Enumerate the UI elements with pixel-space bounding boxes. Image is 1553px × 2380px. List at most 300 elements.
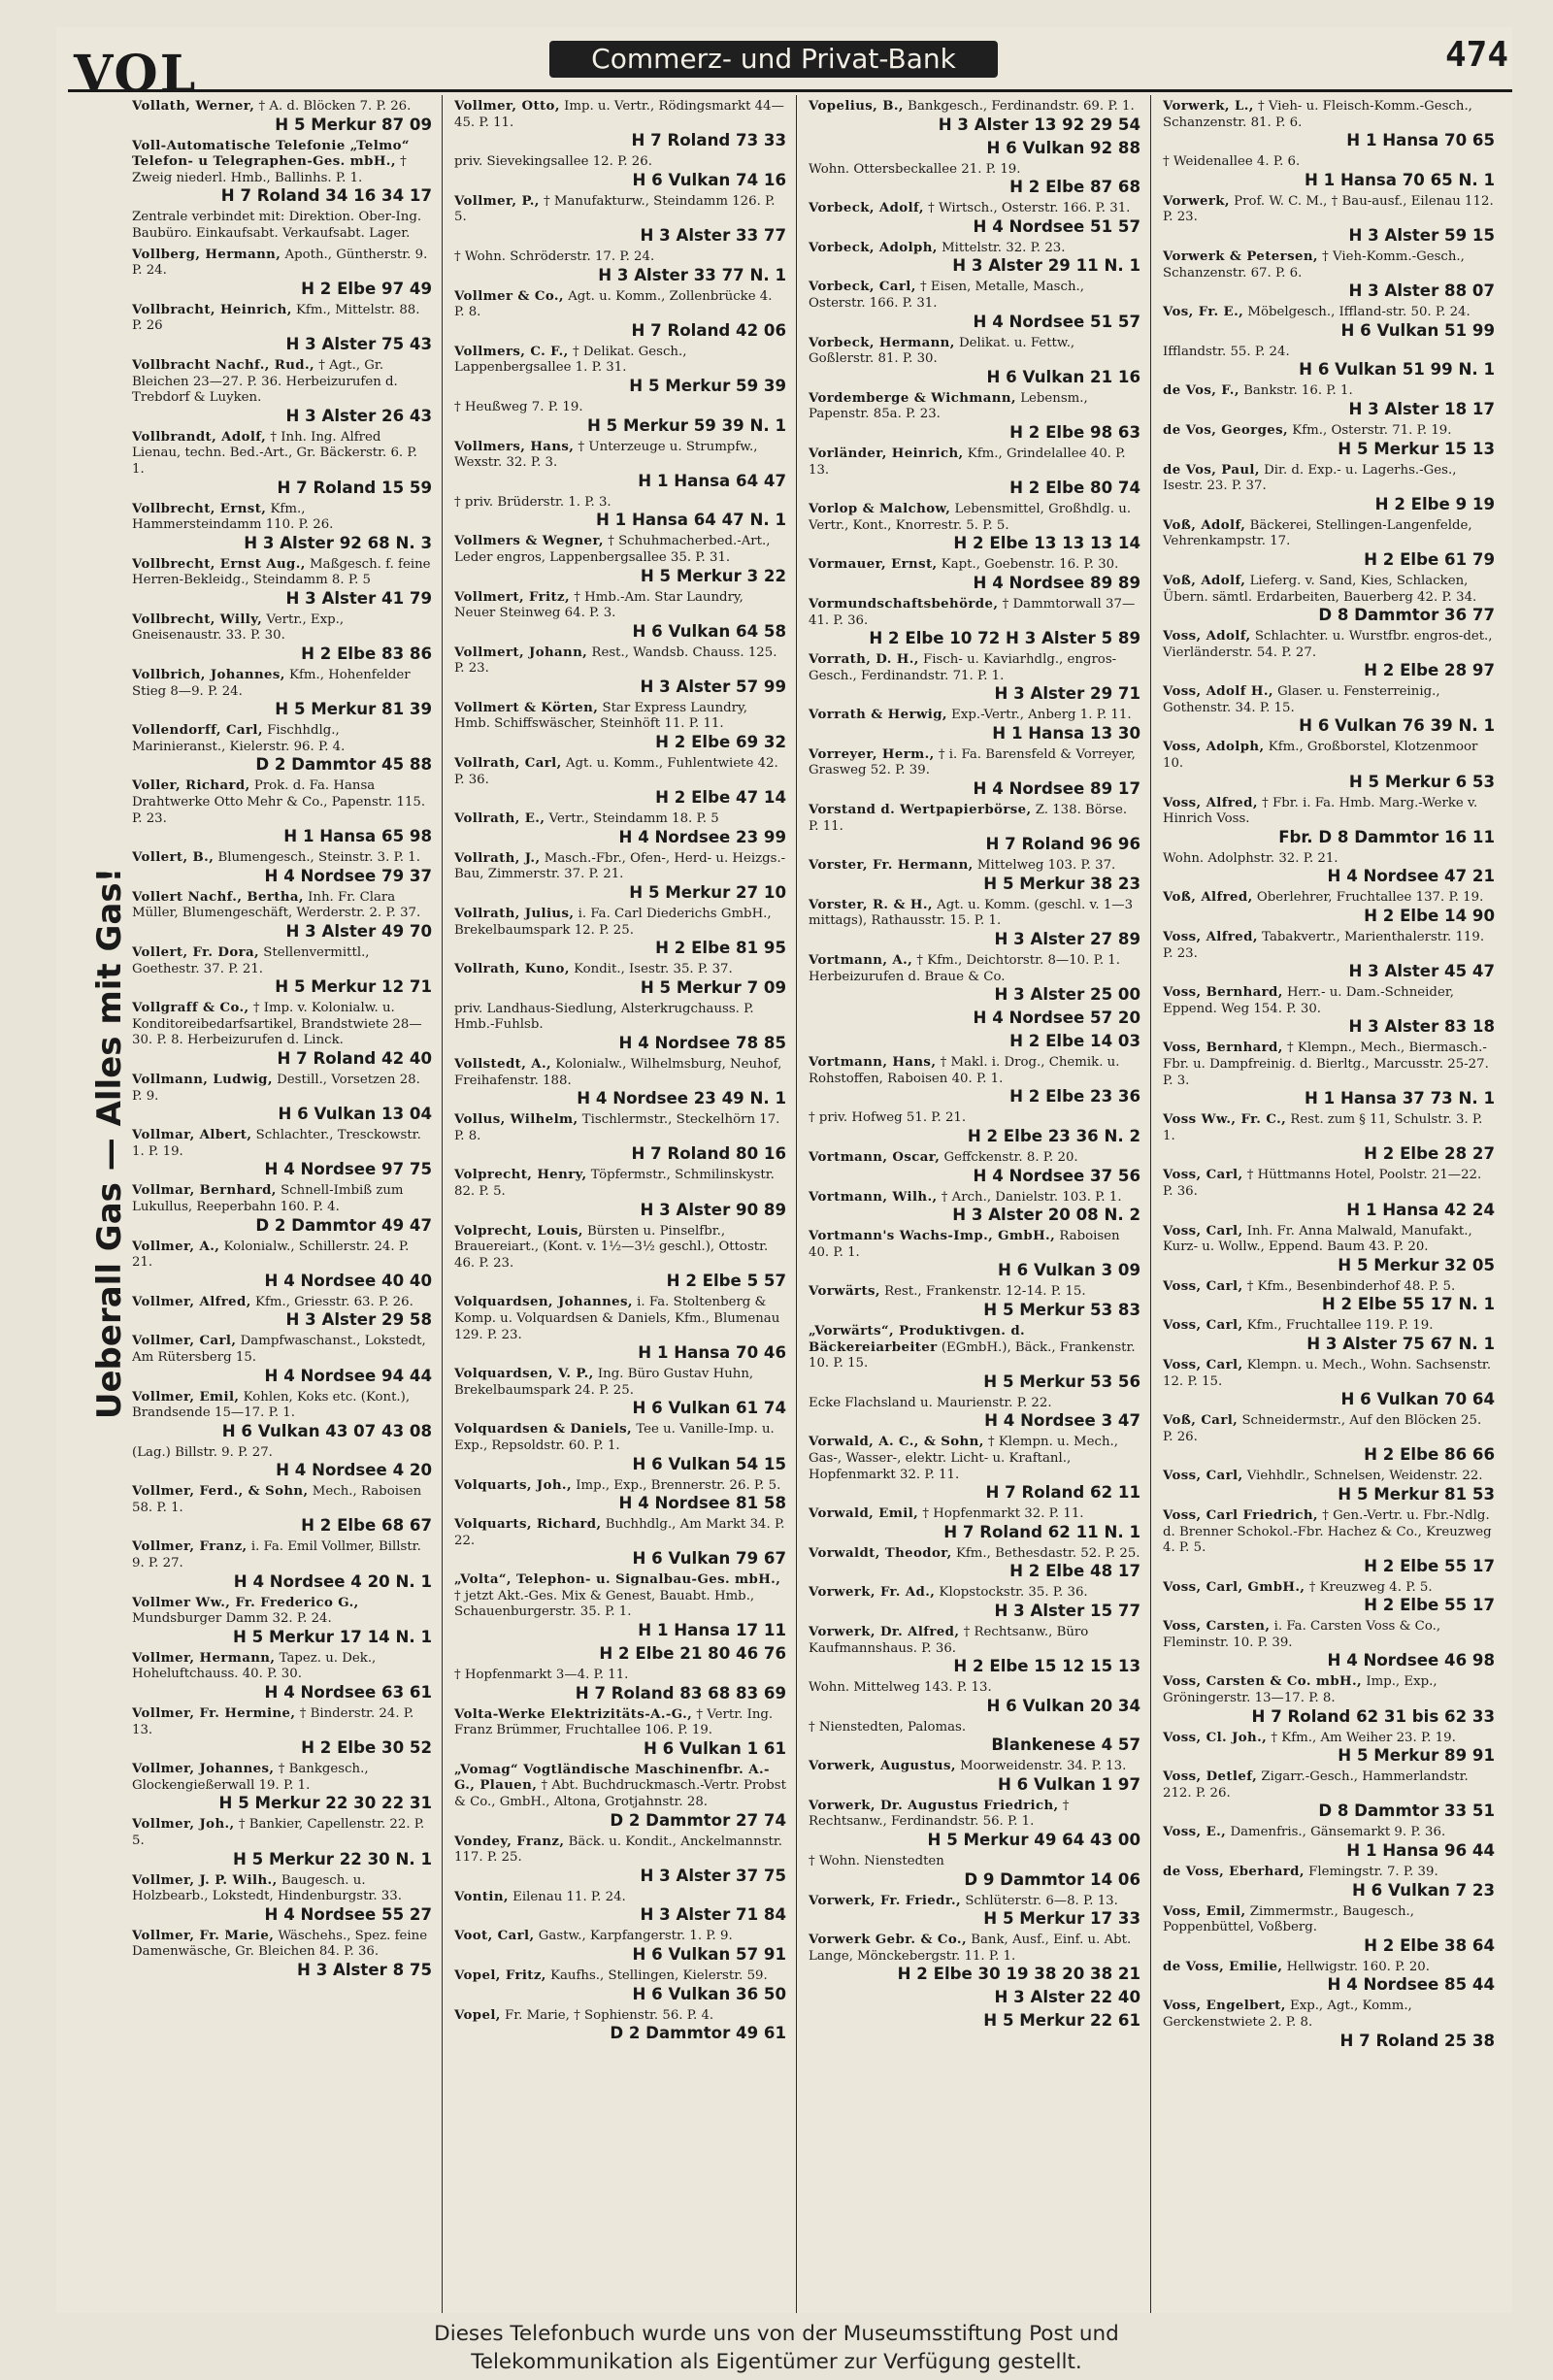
directory-entry <box>132 890 432 941</box>
entry-details: Raboisen 40. P. 1. <box>809 1229 1120 1260</box>
entry-details: Schlachter. u. Wurstfbr. engros-det., Vierländerstr. 54. P. 27. <box>1163 629 1493 660</box>
entry-details: Ifflandstr. 55. P. 24. <box>1163 344 1290 359</box>
entry-details: Damenfris., Gänsemarkt 9. P. 36. <box>1230 1825 1446 1840</box>
directory-entry <box>1163 1999 1495 2049</box>
entry-phone: H 5 Merkur 17 33 <box>983 1909 1140 1929</box>
directory-entry <box>809 708 1140 743</box>
directory-entry <box>132 1001 432 1068</box>
entry-name: Voss, Carl, <box>1163 1278 1243 1294</box>
entry-name: Vollbrandt, Adolf, <box>132 429 267 445</box>
entry-name: Voss, Alfred, <box>1163 795 1258 810</box>
entry-name: Vollmer, J. P. Wilh., <box>132 1872 278 1888</box>
entry-phone: H 4 Nordsee 63 61 <box>264 1683 432 1702</box>
entry-name: Vorwerk, Dr. Alfred, <box>809 1624 960 1639</box>
directory-entry <box>132 1183 432 1234</box>
directory-entry <box>454 851 786 902</box>
entry-phone: H 5 Merkur 59 39 <box>629 376 786 395</box>
bank-banner: Commerz- und Privat-Bank <box>549 41 998 78</box>
entry-details: Dampfwaschanst., Lokstedt, Am Rütersberg 15. <box>132 1334 426 1365</box>
entry-name: Voss, Alfred, <box>1163 930 1258 945</box>
entry-name: Volta-Werke Elektrizitäts-A.-G., <box>454 1706 693 1722</box>
entry-details: † Hmb.-Am. Star Laundry, Neuer Steinweg 64. P. 3. <box>454 589 743 621</box>
entry-details: Agt. u. Komm. (geschl. v. 1—3 mittags), Rathausstr. 15. P. 1. <box>809 897 1134 929</box>
entry-phone: H 5 Merkur 7 09 <box>640 977 786 997</box>
entry-name: Voller, Richard, <box>132 778 250 794</box>
entry-phone: H 2 Elbe 13 13 13 14 <box>953 534 1140 553</box>
directory-entry <box>1163 985 1495 1036</box>
entry-phone: H 2 Elbe 81 95 <box>655 939 786 958</box>
entry-phone: H 6 Vulkan 1 61 <box>644 1738 786 1758</box>
entry-name: Voß, Adolf, <box>1163 573 1246 588</box>
entry-details: Apoth., Güntherstr. 9. P. 24. <box>132 247 428 279</box>
directory-entry <box>454 1835 786 1885</box>
entry-phone: H 2 Elbe 14 03 <box>1009 1032 1140 1051</box>
entry-name: Voss, Carl, <box>1163 1357 1243 1372</box>
entry-details: Maßgesch. f. feine Herren-Bekleidg., Steindamm 8. P. 5 <box>132 556 431 588</box>
directory-entry <box>1163 1413 1495 1464</box>
directory-entry <box>809 1435 1140 1502</box>
entry-phone: H 1 Hansa 42 24 <box>1346 1200 1495 1219</box>
directory-entry <box>809 557 1140 592</box>
entry-name: Voß, Adolf, <box>1163 517 1246 533</box>
entry-phone: H 5 Merkur 22 30 22 31 <box>218 1794 432 1813</box>
entry-phone: H 3 Alster 29 71 <box>994 684 1140 704</box>
entry-details: Imp., Exp., Brennerstr. 26. P. 5. <box>576 1477 781 1493</box>
entry-phone: H 5 Merkur 53 83 <box>983 1300 1140 1319</box>
entry-name: Vollmer, A., <box>132 1239 220 1254</box>
entry-details: † Delikat. Gesch., Lappenbergsallee 1. P. 31. <box>454 344 687 376</box>
directory-entry <box>1163 1469 1495 1504</box>
directory-entry <box>1163 629 1495 679</box>
entry-name: Vollert, Fr. Dora, <box>132 945 260 960</box>
entry-details: † Manufakturw., Steindamm 126. P. 5. <box>454 193 776 225</box>
entry-details: Kfm., Mittelstr. 88. P. 26 <box>132 302 420 334</box>
entry-phone: H 5 Merkur 59 39 N. 1 <box>587 415 786 435</box>
entry-details: Kfm., Grindelallee 40. P. 13. <box>809 446 1126 478</box>
entry-phone: H 5 Merkur 22 30 N. 1 <box>233 1849 432 1868</box>
entry-details: Kfm., Osterstr. 71. P. 19. <box>1292 422 1452 438</box>
directory-entry <box>132 778 432 845</box>
entry-phone: H 2 Elbe 30 52 <box>301 1738 432 1758</box>
directory-entry <box>1163 1279 1495 1314</box>
entry-details: Imp. u. Vertr., Rödingsmarkt 44—45. P. 11. <box>454 99 784 130</box>
directory-entry <box>132 1484 432 1535</box>
entry-details: Ing. Büro Gustav Huhn, Brekelbaumspark 24. P. 25. <box>454 1367 754 1398</box>
entry-details: Kolonialw., Wilhelmsburg, Neuhof, Freihafenstr. 188. <box>454 1057 782 1088</box>
directory-entry <box>809 336 1140 386</box>
entry-details: Schneidermstr., Auf den Blöcken 25. P. 26. <box>1163 1413 1482 1444</box>
entry-name: Voss, Bernhard, <box>1163 1041 1283 1056</box>
directory-entry <box>1163 1224 1495 1274</box>
entry-details: Agt. u. Komm., Fuhlentwiete 42. P. 36. <box>454 756 778 787</box>
directory-entry <box>132 1128 432 1178</box>
directory-entry <box>1163 1960 1495 1995</box>
entry-details: Kondit., Isestr. 35. P. 37. <box>574 962 733 977</box>
entry-phone: H 3 Alster 83 18 <box>1348 1017 1495 1037</box>
entry-phone: H 7 Roland 42 06 <box>631 320 786 340</box>
entry-name: „Vomag“ Vogtländische Maschinenfbr. A.-G., Plauen, <box>454 1762 770 1794</box>
entry-details: † Unterzeuge u. Strumpfw., Wexstr. 32. P. 3. <box>454 439 758 471</box>
entry-name: Voss, Carsten & Co. mbH., <box>1163 1674 1363 1690</box>
entry-phone: H 3 Alster 33 77 N. 1 <box>598 265 786 284</box>
entry-details: † Klempn., Mech., Biermasch.-Fbr. u. Dampfreinig. d. Bierltg., Marcusstr. 25-27. P. 3. <box>1163 1041 1489 1088</box>
directory-entry <box>809 747 1140 798</box>
directory-entry <box>809 1680 1140 1715</box>
entry-phone: H 1 Hansa 13 30 <box>992 723 1140 743</box>
directory-entry <box>454 811 786 846</box>
directory-entry <box>454 907 786 957</box>
entry-phone: H 3 Alster 18 17 <box>1348 399 1495 418</box>
entry-details: Herr.- u. Dam.-Schneider, Eppend. Weg 154. P. 30. <box>1163 985 1454 1016</box>
entry-details: † Kfm., Am Weiher 23. P. 19. <box>1271 1730 1456 1745</box>
entry-name: Vordemberge & Wichmann, <box>809 390 1016 406</box>
entry-details: † priv. Brüderstr. 1. P. 3. <box>454 494 611 510</box>
directory-entry <box>132 1873 432 1924</box>
entry-name: Vollmar, Bernhard, <box>132 1183 277 1199</box>
entry-name: de Vos, F., <box>1163 383 1239 399</box>
entry-phone: H 3 Alster 37 75 <box>640 1866 786 1885</box>
entry-details: Töpfermstr., Schmilinskystr. 82. P. 5. <box>454 1168 775 1199</box>
entry-details: Moorweidenstr. 34. P. 13. <box>960 1759 1127 1774</box>
entry-phone: H 7 Roland 25 38 <box>1339 2031 1495 2050</box>
directory-entry <box>454 1224 786 1291</box>
entry-name: Voss, Carl Friedrich, <box>1163 1507 1318 1523</box>
entry-phone: H 4 Nordsee 81 58 <box>618 1494 786 1513</box>
entry-name: Vorwerk, L., <box>1163 99 1254 114</box>
directory-entry <box>809 1894 1140 1929</box>
entry-phone: H 6 Vulkan 61 74 <box>632 1399 786 1418</box>
entry-phone: H 7 Roland 80 16 <box>631 1144 786 1164</box>
directory-entry <box>132 430 432 497</box>
entry-phone: H 4 Nordsee 78 85 <box>618 1034 786 1052</box>
entry-name: Vollmert, Johann, <box>454 645 588 660</box>
entry-name: Vollmer, Hermann, <box>132 1650 276 1666</box>
entry-details: Dir. d. Exp.- u. Lagerhs.-Ges., Isestr. 23. P. 37. <box>1163 462 1457 494</box>
entry-details: † i. Fa. Barensfeld & Vorreyer, Grasweg 52. P. 39. <box>809 746 1136 778</box>
entry-details: † Kreuzweg 4. P. 5. <box>1308 1579 1433 1595</box>
directory-entry <box>454 495 786 530</box>
entry-details: † priv. Hofweg 51. P. 21. <box>809 1110 967 1126</box>
entry-name: Volquardsen & Daniels, <box>454 1422 633 1438</box>
entry-name: de Vos, Georges, <box>1163 422 1289 438</box>
entry-details: i. Fa. Stoltenberg & Komp. u. Volquardsen & Daniels, Kfm., Blumenau 129. P. 23. <box>454 1295 780 1342</box>
entry-details: Rest., Wandsb. Chauss. 125. P. 23. <box>454 645 777 677</box>
entry-name: Vorstand d. Wertpapierbörse, <box>809 803 1032 818</box>
directory-entry <box>809 1110 1140 1145</box>
entry-details: † Abt. Buchdruckmasch.-Vertr. Probst & Co., GmbH., Altona, Grotjahnstr. 28. <box>454 1778 786 1810</box>
entry-details: † Hopfenmarkt 32. P. 11. <box>922 1506 1084 1522</box>
entry-phone: H 6 Vulkan 1 97 <box>998 1774 1140 1794</box>
footer-line-1: Dieses Telefonbuch wurde uns von der Museumsstiftung Post und <box>434 2322 1119 2346</box>
entry-phone: H 2 Elbe 21 80 46 76 <box>599 1644 786 1664</box>
directory-entry <box>454 1002 786 1052</box>
directory-entry <box>809 1229 1140 1279</box>
directory-entry <box>1163 154 1495 189</box>
entry-phone: H 6 Vulkan 79 67 <box>632 1549 786 1569</box>
entry-details: † Nienstedten, Palomas. <box>809 1719 967 1735</box>
entry-name: Voss, Emil, <box>1163 1903 1246 1919</box>
entry-details: Baugesch. u. Holzbearb., Lokstedt, Hindenburgstr. 33. <box>132 1872 402 1904</box>
entry-details: † jetzt Akt.-Ges. Mix & Genest, Bauabt. Hmb., Schauenburgerstr. 35. P. 1. <box>454 1588 755 1620</box>
entry-details: i. Fa. Carl Diederichs GmbH., Brekelbaumspark 12. P. 25. <box>454 907 772 938</box>
directory-entry <box>132 1762 432 1812</box>
directory-entry <box>809 139 1140 157</box>
entry-name: Vorwerk Gebr. & Co., <box>809 1933 967 1948</box>
directory-entry <box>454 1929 786 1964</box>
entry-details: (Lag.) Billstr. 9. P. 27. <box>132 1444 273 1460</box>
entry-phone: H 2 Elbe 14 90 <box>1364 907 1495 926</box>
entry-name: Vortmann, Oscar, <box>809 1150 941 1165</box>
entry-details: Flemingstr. 7. P. 39. <box>1308 1865 1438 1880</box>
entry-details: Hellwigstr. 160. P. 20. <box>1286 1959 1430 1974</box>
entry-phone: H 3 Alster 49 70 <box>285 922 432 941</box>
entry-name: Vorwerk, <box>1163 193 1230 209</box>
directory-entry <box>809 1396 1140 1431</box>
entry-name: Vorländer, Heinrich, <box>809 446 964 461</box>
footer-note <box>0 2320 1553 2376</box>
entry-name: Vorster, Fr. Hermann, <box>809 858 974 874</box>
column-2 <box>442 95 796 2313</box>
entry-details: Masch.-Fbr., Ofen-, Herd- u. Heizgs.-Bau, Zimmerstr. 37. P. 21. <box>454 850 786 882</box>
entry-phone: H 3 Alster 26 43 <box>285 406 432 425</box>
entry-details: † Rechtsanw., Ferdinandstr. 56. P. 1. <box>809 1798 1070 1830</box>
header-rule <box>68 89 1512 92</box>
entry-name: Vollmer, Ferd., & Sohn, <box>132 1484 309 1500</box>
entry-phone: H 6 Vulkan 7 23 <box>1352 1880 1495 1900</box>
entry-name: Vollmers & Wegner, <box>454 534 604 549</box>
directory-entry <box>1163 345 1495 380</box>
directory-entry <box>1163 1112 1495 1163</box>
directory-columns <box>87 95 1504 2313</box>
entry-details: Zigarr.-Gesch., Hammerlandstr. 212. P. 26. <box>1163 1769 1469 1801</box>
directory-entry <box>1163 194 1495 245</box>
directory-entry <box>809 201 1140 236</box>
entry-phone: H 2 Elbe 68 67 <box>301 1516 432 1536</box>
entry-phone: H 7 Roland 73 33 <box>631 131 786 150</box>
entry-phone: H 4 Nordsee 89 89 <box>973 573 1140 592</box>
entry-name: Vollert, B., <box>132 850 215 866</box>
entry-phone: H 1 Hansa 64 47 N. 1 <box>596 511 786 530</box>
entry-details: Imp., Exp., Gröningerstr. 13—17. P. 8. <box>1163 1674 1437 1706</box>
entry-name: Vorwerk, Fr. Ad., <box>809 1585 936 1601</box>
directory-entry <box>809 1799 1140 1849</box>
entry-details: priv. Landhaus-Siedlung, Alsterkrugchauss. P. Hmb.-Fuhlsb. <box>454 1001 754 1033</box>
directory-entry <box>1163 1508 1495 1575</box>
entry-phone: H 2 Elbe 87 68 <box>1009 178 1140 197</box>
entry-name: Voß, Alfred, <box>1163 890 1253 906</box>
entry-phone: H 1 Hansa 70 46 <box>638 1343 786 1363</box>
entry-phone: H 3 Alster 41 79 <box>285 588 432 608</box>
entry-phone: H 5 Merkur 3 22 <box>640 566 786 585</box>
entry-details: Lieferg. v. Sand, Kies, Schlacken, Übern. sämtl. Erdarbeiten, Bauerberg 42. P. 34. <box>1163 573 1477 605</box>
entry-details: Agt. u. Komm., Zollenbrücke 4. P. 8. <box>454 288 773 320</box>
entry-phone: D 2 Dammtor 27 74 <box>610 1810 786 1830</box>
entry-details: Kfm., Fruchtallee 119. P. 19. <box>1246 1318 1434 1334</box>
entry-phone: H 1 Hansa 17 11 <box>638 1621 786 1640</box>
entry-name: Voß, Carl, <box>1163 1413 1239 1429</box>
entry-name: Vorster, R. & H., <box>809 897 933 912</box>
directory-entry <box>809 2011 1140 2030</box>
entry-name: Vollmers, C. F., <box>454 344 569 359</box>
entry-details: † Arch., Danielstr. 103. P. 1. <box>941 1189 1122 1205</box>
entry-name: Vollrath, Kuno, <box>454 962 570 977</box>
entry-phone: H 5 Merkur 49 64 43 00 <box>927 1831 1140 1850</box>
directory-entry <box>809 1585 1140 1620</box>
entry-name: Voss, Detlef, <box>1163 1769 1258 1785</box>
entry-phone: H 4 Nordsee 40 40 <box>264 1271 432 1290</box>
entry-name: Voss, Adolf H., <box>1163 684 1273 700</box>
entry-name: Voss, Engelbert, <box>1163 1999 1286 2014</box>
entry-phone: D 2 Dammtor 49 61 <box>610 2024 786 2043</box>
entry-phone: D 2 Dammtor 45 88 <box>255 755 432 775</box>
entry-name: Vorbeck, Adolph, <box>809 240 938 255</box>
entry-phone: H 3 Alster 8 75 <box>297 1960 432 1979</box>
entry-phone: H 4 Nordsee 46 98 <box>1327 1651 1495 1670</box>
entry-name: Vorrath & Herwig, <box>809 708 947 723</box>
entry-phone: H 3 Alster 22 40 <box>994 1988 1140 2007</box>
entry-phone: H 5 Merkur 87 09 <box>275 115 432 134</box>
entry-details: Schlachter., Tresckowstr. 1. P. 19. <box>132 1128 421 1159</box>
entry-phone: H 4 Nordsee 57 20 <box>973 1008 1140 1028</box>
entry-phone: H 1 Hansa 96 44 <box>1346 1841 1495 1861</box>
directory-entry <box>809 1854 1140 1889</box>
entry-name: Vollmer Ww., Fr. Frederico G., <box>132 1595 359 1610</box>
entry-phone: H 4 Nordsee 47 21 <box>1327 867 1495 886</box>
entry-name: Vorwaldt, Theodor, <box>809 1545 952 1561</box>
entry-details: † Kfm., Deichtorstr. 8—10. P. 1. Herbeizurufen d. Braue & Co. <box>809 953 1120 984</box>
entry-details: † Bankgesch., Glockengießerwall 19. P. 1. <box>132 1762 369 1793</box>
directory-entry <box>809 597 1140 647</box>
directory-entry <box>454 194 786 245</box>
entry-phone: H 2 Elbe 69 32 <box>655 733 786 752</box>
entry-details: Gastw., Karpfangerstr. 1. P. 9. <box>538 1929 733 1944</box>
directory-entry <box>809 953 1140 1004</box>
entry-details: † Klempn. u. Mech., Gas-, Wasser-, elektr. Licht- u. Kraftanl., Hopfenmarkt 32. P. 11. <box>809 1435 1119 1482</box>
directory-entry <box>454 1112 786 1163</box>
entry-details: Inh. Fr. Clara Müller, Blumengeschäft, Werderstr. 2. P. 37. <box>132 889 421 921</box>
entry-details: Mittelweg 103. P. 37. <box>976 858 1116 874</box>
entry-details: † Kfm., Besenbinderhof 48. P. 5. <box>1246 1278 1456 1294</box>
entry-name: Vollmer, Alfred, <box>132 1294 251 1309</box>
entry-name: Vollmer, Franz, <box>132 1539 248 1555</box>
entry-name: Vorreyer, Herm., <box>809 746 935 762</box>
entry-phone: H 5 Merkur 53 56 <box>983 1372 1140 1391</box>
entry-details: Geffckenstr. 8. P. 20. <box>943 1150 1078 1165</box>
entry-phone: H 7 Roland 96 96 <box>985 835 1140 854</box>
entry-phone: H 6 Vulkan 57 91 <box>632 1945 786 1964</box>
entry-phone: H 5 Merkur 27 10 <box>629 883 786 903</box>
entry-details: Bäck. u. Kondit., Anckelmannstr. 117. P. 25. <box>454 1834 782 1866</box>
directory-entry <box>1163 383 1495 418</box>
entry-details: Fischhdlg., Marinieranst., Kielerstr. 96. P. 4. <box>132 723 346 754</box>
directory-entry <box>454 756 786 807</box>
directory-entry <box>132 668 432 718</box>
entry-phone: H 3 Alster 29 11 N. 1 <box>952 256 1140 276</box>
entry-details: Delikat. u. Fettw., Goßlerstr. 81. P. 30. <box>809 335 1075 367</box>
entry-details: Mundsburger Damm 32. P. 24. <box>132 1611 332 1627</box>
directory-entry <box>132 612 432 663</box>
directory-entry <box>454 1295 786 1362</box>
entry-phone: H 7 Roland 34 16 34 17 <box>220 186 432 206</box>
entry-details: † Schuhmacherbed.-Art., Leder engros, Lappenbergsallee 35. P. 31. <box>454 534 771 565</box>
entry-phone: Blankenese 4 57 <box>991 1735 1140 1755</box>
directory-entry <box>132 248 432 298</box>
entry-phone: D 8 Dammtor 33 51 <box>1318 1802 1495 1821</box>
entry-name: Volquardsen, Johannes, <box>454 1295 633 1310</box>
entry-phone: H 6 Vulkan 13 04 <box>278 1105 432 1124</box>
entry-name: de Vos, Paul, <box>1163 462 1260 478</box>
directory-entry <box>1163 1318 1495 1353</box>
entry-name: Vollbrich, Johannes, <box>132 668 285 683</box>
entry-details: Wohn. Ottersbeckallee 21. P. 19. <box>809 161 1021 177</box>
directory-entry <box>132 99 432 134</box>
directory-entry <box>1163 518 1495 569</box>
entry-name: Vondey, Franz, <box>454 1834 565 1849</box>
entry-phone: H 3 Alster 25 00 <box>994 985 1140 1005</box>
entry-details: † A. d. Blöcken 7. P. 26. <box>258 99 412 114</box>
entry-details: † Gen.-Vertr. u. Fbr.-Ndlg. d. Brenner Schokol.-Fbr. Hachez & Co., Kreuzweg 4. P. 5. <box>1163 1507 1492 1556</box>
entry-details: Mittelstr. 32. P. 23. <box>942 240 1066 255</box>
directory-entry <box>132 1706 432 1757</box>
entry-name: Vollmer, Johannes, <box>132 1762 275 1777</box>
entry-details: Stellenvermittl., Goethestr. 37. P. 21. <box>132 945 370 976</box>
directory-entry <box>454 534 786 584</box>
entry-details: † Imp. v. Kolonialw. u. Konditoreibedarfsartikel, Brandstwiete 28—30. P. 8. Herbeizurufen d. Linck. <box>132 1001 422 1048</box>
entry-phone: H 4 Nordsee 3 47 <box>984 1411 1140 1431</box>
directory-entry <box>1163 1865 1495 1900</box>
entry-name: Voss, Adolph, <box>1163 740 1265 755</box>
entry-details: Schnell-Imbiß zum Lukullus, Reeperbahn 160. P. 4. <box>132 1183 404 1214</box>
directory-entry <box>454 1968 786 2003</box>
entry-phone: H 3 Alster 75 67 N. 1 <box>1306 1334 1495 1353</box>
entry-details: Möbelgesch., Iffland-str. 50. P. 24. <box>1247 305 1470 320</box>
entry-name: Voot, Carl, <box>454 1929 535 1944</box>
entry-phone: H 3 Alster 88 07 <box>1348 281 1495 301</box>
entry-phone: H 4 Nordsee 97 75 <box>264 1160 432 1179</box>
entry-phone: H 4 Nordsee 85 44 <box>1327 1975 1495 1995</box>
directory-entry <box>809 391 1140 442</box>
entry-name: Vorwerk, Augustus, <box>809 1759 956 1774</box>
entry-phone: H 2 Elbe 98 63 <box>1009 422 1140 442</box>
directory-entry <box>1163 99 1495 149</box>
entry-name: Volquarts, Richard, <box>454 1517 602 1533</box>
entry-name: Vollendorff, Carl, <box>132 723 263 739</box>
directory-entry <box>454 1478 786 1513</box>
directory-entry <box>1163 423 1495 458</box>
entry-phone: H 2 Elbe 38 64 <box>1364 1935 1495 1955</box>
directory-entry <box>454 645 786 696</box>
entry-phone: H 6 Vulkan 76 39 N. 1 <box>1299 716 1495 736</box>
entry-phone: H 1 Hansa 37 73 N. 1 <box>1305 1089 1495 1108</box>
entry-name: „Volta“, Telephon- u. Signalbau-Ges. mbH., <box>454 1572 781 1588</box>
directory-entry <box>454 154 786 189</box>
directory-entry <box>809 1150 1140 1185</box>
entry-name: Vormauer, Ernst, <box>809 557 938 573</box>
directory-entry <box>132 502 432 552</box>
directory-entry <box>132 1817 432 1868</box>
entry-name: Vollmer, Otto, <box>454 99 560 114</box>
entry-name: Volprecht, Louis, <box>454 1223 583 1239</box>
entry-phone: H 2 Elbe 9 19 <box>1374 494 1495 513</box>
entry-details: Tabakvertr., Marienthalerstr. 119. P. 23. <box>1163 930 1485 961</box>
entry-name: Vollus, Wilhelm, <box>454 1112 578 1128</box>
directory-entry <box>454 1168 786 1218</box>
directory-entry <box>454 440 786 490</box>
entry-details: Glaser. u. Fensterreinig., Gothenstr. 34. P. 15. <box>1163 684 1440 715</box>
entry-phone: H 2 Elbe 97 49 <box>301 279 432 298</box>
entry-name: Voss, Carsten, <box>1163 1619 1271 1635</box>
entry-name: Vollberg, Hermann, <box>132 247 281 262</box>
